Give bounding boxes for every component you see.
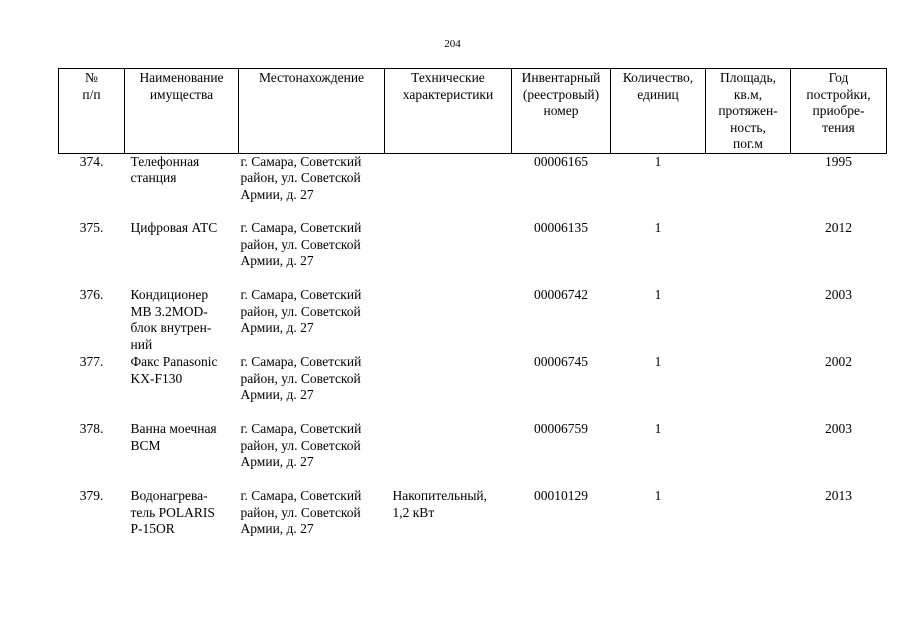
table-row — [59, 488, 887, 555]
table-row — [59, 287, 887, 354]
row-location: г. Самара, Советский район, ул. Советской Армии, д. 27 — [240, 287, 362, 335]
row-location: г. Самара, Советский район, ул. Советской Армии, д. 27 — [240, 220, 362, 268]
row-name: Водонагрева- тель POLARIS P-15OR — [130, 488, 215, 536]
row-number: 376. — [79, 287, 104, 302]
header-inventory: Инвентарный (реестровый) номер — [512, 69, 611, 154]
row-quantity: 1 — [654, 421, 662, 436]
row-year: 2003 — [825, 421, 852, 436]
row-location: г. Самара, Советский район, ул. Советской Армии, д. 27 — [240, 153, 362, 202]
header-year: Год постройки, приобре- тения — [791, 69, 887, 154]
row-number: 378. — [79, 421, 104, 436]
row-tech: Накопительный, 1,2 кВт — [392, 488, 487, 520]
row-location: г. Самара, Советский район, ул. Советской Армии, д. 27 — [240, 488, 362, 536]
row-name: Кондиционер MB 3.2MOD- блок внутрен- ний — [130, 287, 212, 352]
row-quantity: 1 — [654, 287, 662, 302]
row-tech — [385, 220, 512, 287]
table-header — [59, 69, 887, 154]
row-area — [706, 220, 791, 287]
row-year: 2013 — [825, 488, 852, 503]
row-inventory: 00006745 — [534, 354, 588, 369]
header-area: Площадь, кв.м, протяжен- ность, пог.м — [706, 69, 791, 154]
header-number: № п/п — [59, 69, 125, 154]
row-inventory: 00006759 — [534, 421, 588, 436]
header-quantity: Количество, единиц — [611, 69, 706, 154]
page-number: 204 — [444, 38, 461, 50]
row-area — [706, 354, 791, 421]
row-number: 379. — [79, 488, 104, 503]
row-name: Ванна моечная ВСМ — [130, 421, 217, 453]
table-row — [59, 153, 887, 220]
header-location: Местонахождение — [239, 69, 385, 154]
row-name: Телефонная станция — [130, 153, 200, 185]
row-quantity: 1 — [654, 488, 662, 503]
row-quantity: 1 — [654, 220, 662, 235]
property-table — [58, 68, 887, 555]
row-area — [706, 488, 791, 555]
row-area — [706, 421, 791, 488]
table-row — [59, 354, 887, 421]
row-inventory: 00010129 — [534, 488, 588, 503]
row-tech — [385, 421, 512, 488]
header-tech: Технические характеристики — [385, 69, 512, 154]
row-quantity: 1 — [654, 354, 662, 369]
row-area — [706, 287, 791, 354]
row-quantity: 1 — [654, 153, 662, 169]
table-row — [59, 421, 887, 488]
row-inventory: 00006135 — [534, 220, 588, 235]
header-name: Наименование имущества — [125, 69, 239, 154]
row-number: 375. — [79, 220, 104, 235]
row-inventory: 00006165 — [534, 153, 588, 169]
row-year: 2012 — [825, 220, 852, 235]
row-name: Цифровая АТС — [130, 220, 218, 235]
row-tech — [385, 354, 512, 421]
row-year: 2002 — [825, 354, 852, 369]
row-number: 374. — [79, 153, 104, 169]
row-tech — [385, 287, 512, 354]
row-location: г. Самара, Советский район, ул. Советской Армии, д. 27 — [240, 421, 362, 469]
header-row — [59, 69, 887, 154]
row-name: Факс Panasonic KX-F130 — [130, 354, 218, 386]
table-body — [59, 153, 887, 555]
table-row — [59, 220, 887, 287]
row-area — [706, 153, 791, 220]
row-location: г. Самара, Советский район, ул. Советской Армии, д. 27 — [240, 354, 362, 402]
row-tech — [385, 153, 512, 220]
row-inventory: 00006742 — [534, 287, 588, 302]
row-year: 1995 — [825, 153, 852, 169]
row-year: 2003 — [825, 287, 852, 302]
row-number: 377. — [79, 354, 104, 369]
